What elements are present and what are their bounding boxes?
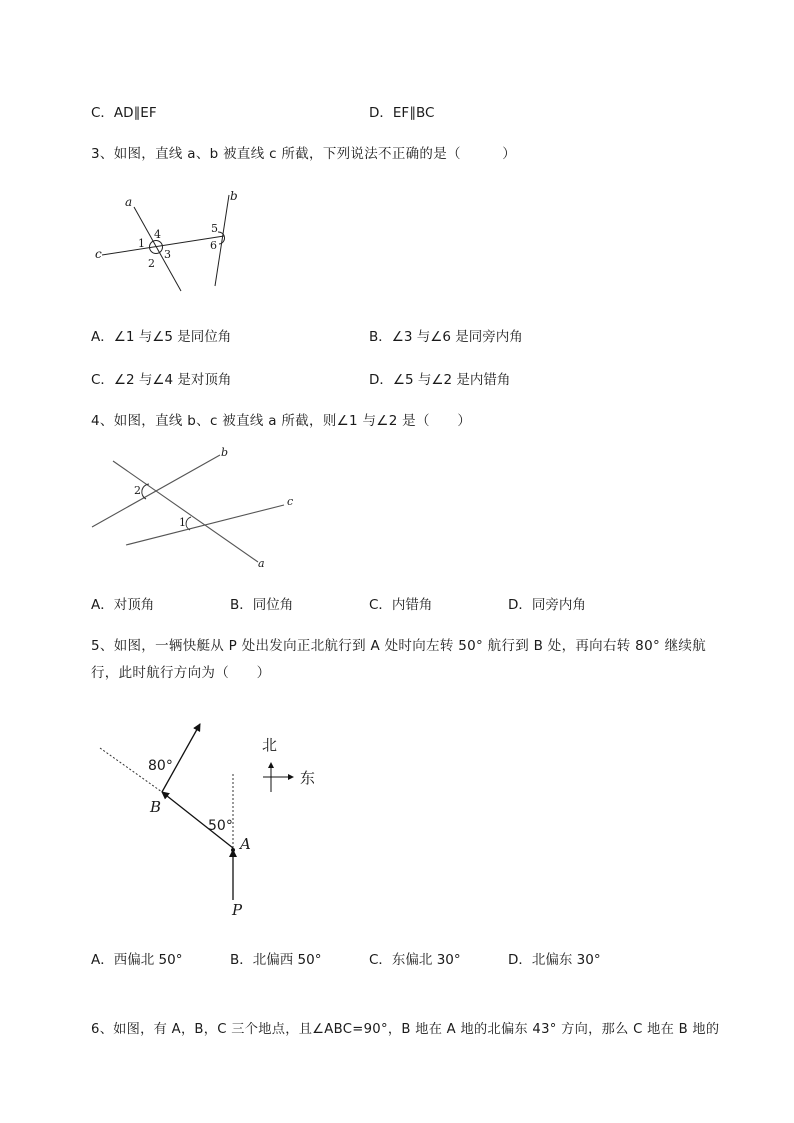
- q3-option-d: D．∠5 与∠2 是内错角: [369, 372, 511, 388]
- q3-label-1: 1: [138, 237, 145, 250]
- q4-line-a: [113, 461, 258, 562]
- q4-option-b: B．同位角: [230, 597, 294, 613]
- q3-option-a: A．∠1 与∠5 是同位角: [91, 329, 232, 345]
- q3-label-b: b: [230, 189, 238, 203]
- q4-label-c: c: [287, 495, 294, 508]
- q3-label-3: 3: [164, 248, 171, 261]
- q6-stem: 6、如图，有 A，B，C 三个地点，且∠ABC=90°，B 地在 A 地的北偏东 43° 方向，那么 C 地在 B 地的: [91, 1022, 720, 1037]
- q3-label-5: 5: [211, 222, 218, 235]
- q3-label-a: a: [125, 195, 133, 209]
- q5-point-a: [231, 848, 235, 852]
- q5-compass-east-arrow: [288, 774, 294, 780]
- q5-label-b: B: [150, 798, 162, 816]
- q4-figure: [90, 445, 305, 575]
- q3-label-c: c: [95, 247, 102, 261]
- q5-angle-50: 50°: [208, 818, 233, 834]
- q5-stem-line1: 5、如图，一辆快艇从 P 处出发向正北航行到 A 处时向左转 50° 航行到 B 处，再向右转 80° 继续航: [91, 638, 706, 654]
- q5-compass-east-label: 东: [300, 769, 316, 787]
- q3-figure: [90, 185, 250, 297]
- q3-label-2: 2: [148, 257, 155, 270]
- q5-label-a: A: [240, 835, 251, 853]
- q5-compass-north-label: 北: [262, 736, 278, 754]
- q3-option-b: B．∠3 与∠6 是同旁内角: [369, 329, 523, 345]
- q4-label-1: 1: [179, 516, 186, 529]
- q4-label-2: 2: [134, 484, 141, 497]
- q5-label-p: P: [232, 901, 243, 919]
- q5-compass-north-arrow: [268, 762, 274, 768]
- q4-stem: 4、如图，直线 b、c 被直线 a 所截，则∠1 与∠2 是（ ）: [91, 413, 472, 429]
- q5-stem-line2: 行，此时航行方向为（ ）: [91, 665, 271, 681]
- q4-option-c: C．内错角: [369, 597, 433, 613]
- q4-option-a: A．对顶角: [91, 597, 155, 613]
- q3-option-c: C．∠2 与∠4 是对顶角: [91, 372, 232, 388]
- q3-line-c: [102, 236, 224, 255]
- q3-line-b: [215, 195, 229, 286]
- q4-label-b: b: [221, 446, 229, 459]
- q4-option-d: D．同旁内角: [508, 597, 586, 613]
- q5-option-c: C．东偏北 30°: [369, 952, 461, 968]
- q5-angle-80: 80°: [148, 758, 173, 774]
- q2-option-d: D．EF∥BC: [369, 105, 435, 121]
- q3-stem: 3、如图，直线 a、b 被直线 c 所截，下列说法不正确的是（ ）: [91, 146, 517, 162]
- q3-label-4: 4: [154, 228, 161, 241]
- q5-figure: [100, 720, 340, 925]
- q4-label-a: a: [258, 557, 265, 570]
- q2-option-c: C．AD∥EF: [91, 105, 157, 121]
- q5-option-d: D．北偏东 30°: [508, 952, 601, 968]
- q3-label-6: 6: [210, 239, 217, 252]
- q4-angle-arc-1: [186, 517, 191, 530]
- q5-option-b: B．北偏西 50°: [230, 952, 322, 968]
- q5-option-a: A．西偏北 50°: [91, 952, 183, 968]
